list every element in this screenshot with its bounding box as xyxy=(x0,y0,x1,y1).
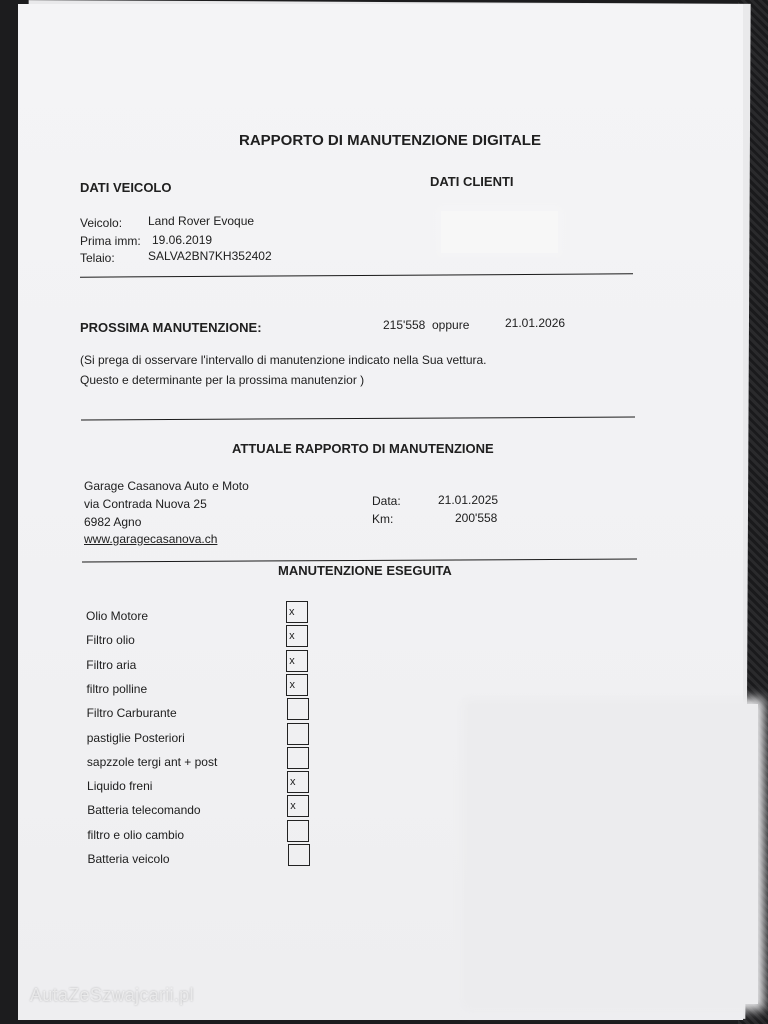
checklist-checkbox[interactable]: x xyxy=(287,795,309,817)
next-service-label: PROSSIMA MANUTENZIONE: xyxy=(80,320,262,335)
report-date-value: 21.01.2025 xyxy=(438,493,499,507)
checklist-checkbox[interactable]: x xyxy=(287,771,309,793)
vehicle-heading: DATI VEICOLO xyxy=(80,180,172,195)
document-page xyxy=(18,4,743,1020)
checklist-item-label: sapzzole tergi ant + post xyxy=(86,754,218,769)
garage-street: via Contrada Nuova 25 xyxy=(84,497,207,511)
vehicle-value: Land Rover Evoque xyxy=(148,214,255,228)
registration-label: Prima imm: xyxy=(80,234,141,248)
checklist-item-label: filtro polline xyxy=(86,681,148,696)
checklist-checkbox[interactable]: x xyxy=(286,625,308,647)
next-service-km: 215'558 xyxy=(383,318,426,332)
checklist-checkbox[interactable] xyxy=(288,844,310,866)
checklist-item-label: Filtro Carburante xyxy=(86,706,177,721)
checklist-checkbox[interactable] xyxy=(287,820,309,842)
redacted-client-data xyxy=(441,211,558,253)
clients-heading: DATI CLIENTI xyxy=(430,174,514,189)
checklist-checkbox[interactable] xyxy=(287,747,309,769)
service-note-line-2: Questo e determinante per la prossima manutenzior ) xyxy=(80,373,365,387)
service-note-line-1: (Si prega di osservare l'intervallo di manutenzione indicato nella Sua vettura. xyxy=(80,353,487,367)
current-report-heading: ATTUALE RAPPORTO DI MANUTENZIONE xyxy=(232,441,494,456)
checklist-checkbox[interactable]: x xyxy=(286,674,308,696)
checklist-checkbox[interactable] xyxy=(287,723,309,745)
checklist-checkbox[interactable] xyxy=(287,698,309,720)
checklist-checkbox[interactable]: x xyxy=(286,650,308,672)
report-date-label: Data: xyxy=(372,494,401,508)
checklist-item-label: Filtro aria xyxy=(86,657,137,672)
document-title: RAPPORTO DI MANUTENZIONE DIGITALE xyxy=(239,132,541,149)
next-service-or: oppure xyxy=(432,318,470,332)
performed-heading: MANUTENZIONE ESEGUITA xyxy=(278,563,452,578)
report-km-value: 200'558 xyxy=(455,511,498,525)
checklist-checkbox[interactable]: x xyxy=(286,601,308,623)
registration-value: 19.06.2019 xyxy=(152,233,213,247)
checklist-item-label: Batteria telecomando xyxy=(87,803,201,818)
watermark: AutaZeSzwajcarii.pl xyxy=(30,985,194,1005)
checklist-item-label: Liquido freni xyxy=(87,779,153,794)
divider-1 xyxy=(80,273,633,278)
checklist-item-label: Filtro olio xyxy=(86,633,135,648)
next-service-date: 21.01.2026 xyxy=(505,316,566,330)
chassis-label: Telaio: xyxy=(80,251,115,265)
checklist-item-label: filtro e olio cambio xyxy=(87,827,185,842)
divider-2 xyxy=(81,417,635,421)
redacted-area xyxy=(468,704,758,1004)
chassis-value: SALVA2BN7KH352402 xyxy=(148,249,272,263)
checklist-item-label: Batteria veicolo xyxy=(87,852,170,866)
report-km-label: Km: xyxy=(372,512,394,526)
garage-city: 6982 Agno xyxy=(84,515,142,529)
checklist-item-label: pastiglie Posteriori xyxy=(86,730,185,745)
garage-website-link[interactable]: www.garagecasanova.ch xyxy=(84,532,218,546)
checklist-item-label: Olio Motore xyxy=(86,609,149,623)
vehicle-label: Veicolo: xyxy=(80,216,123,230)
garage-name: Garage Casanova Auto e Moto xyxy=(84,479,249,493)
